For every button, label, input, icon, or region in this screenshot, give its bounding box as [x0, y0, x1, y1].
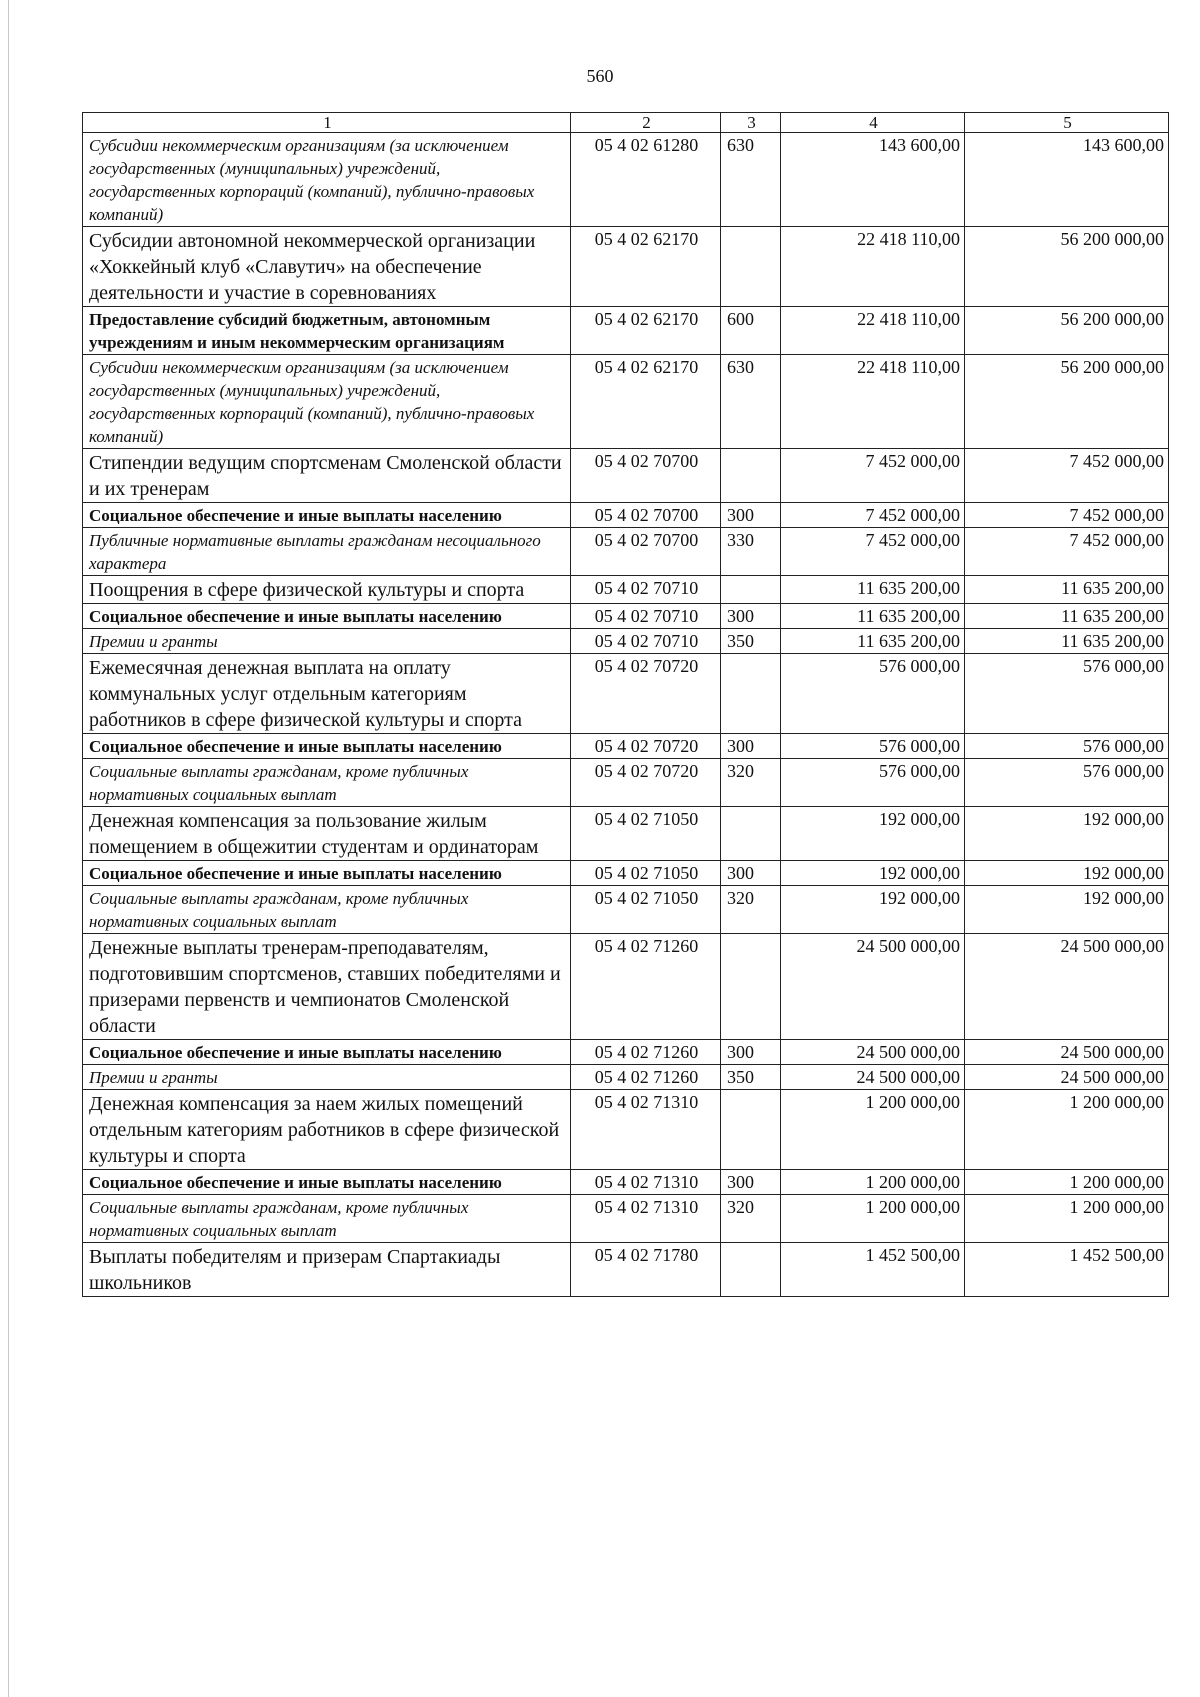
row-kvr-cell: 300: [721, 861, 781, 886]
row-name-cell: Социальные выплаты гражданам, кроме публичных нормативных социальных выплат: [83, 759, 571, 807]
column-header-2: 2: [571, 113, 721, 133]
row-name-cell: Социальные выплаты гражданам, кроме публичных нормативных социальных выплат: [83, 886, 571, 934]
row-amount-1-cell: 192 000,00: [781, 861, 965, 886]
row-kvr-cell: 630: [721, 133, 781, 227]
row-kvr-cell: [721, 227, 781, 307]
row-name-cell: Социальное обеспечение и иные выплаты населению: [83, 1170, 571, 1195]
row-amount-2-cell: 7 452 000,00: [965, 503, 1169, 528]
row-name-cell: Денежная компенсация за наем жилых помещений отдельным категориям работников в сфере физической культуры и спорта: [83, 1090, 571, 1170]
row-amount-2-cell: 7 452 000,00: [965, 528, 1169, 576]
row-amount-1-cell: 11 635 200,00: [781, 629, 965, 654]
scan-margin-line: [8, 0, 9, 1697]
row-kvr-cell: [721, 934, 781, 1040]
row-code-cell: 05 4 02 71260: [571, 1065, 721, 1090]
table-row: [83, 807, 1169, 861]
row-amount-2-cell: 24 500 000,00: [965, 1065, 1169, 1090]
row-code-cell: 05 4 02 61280: [571, 133, 721, 227]
table-row: [83, 133, 1169, 227]
table-row: [83, 576, 1169, 604]
row-name-cell: Денежные выплаты тренерам-преподавателям, подготовившим спортсменов, ставших победителями и призерами первенств и чемпионатов Смоленской области: [83, 934, 571, 1040]
table-row: [83, 629, 1169, 654]
table-row: [83, 1065, 1169, 1090]
row-code-cell: 05 4 02 71050: [571, 886, 721, 934]
table-row: [83, 449, 1169, 503]
row-name-cell: Социальное обеспечение и иные выплаты населению: [83, 734, 571, 759]
table-row: [83, 227, 1169, 307]
row-amount-1-cell: 7 452 000,00: [781, 449, 965, 503]
row-amount-1-cell: 11 635 200,00: [781, 604, 965, 629]
row-amount-1-cell: 576 000,00: [781, 759, 965, 807]
row-amount-1-cell: 24 500 000,00: [781, 1040, 965, 1065]
row-kvr-cell: 300: [721, 503, 781, 528]
table-row: [83, 355, 1169, 449]
column-header-4: 4: [781, 113, 965, 133]
row-amount-2-cell: 7 452 000,00: [965, 449, 1169, 503]
row-code-cell: 05 4 02 70710: [571, 629, 721, 654]
row-amount-2-cell: 192 000,00: [965, 807, 1169, 861]
row-name-cell: Денежная компенсация за пользование жилым помещением в общежитии студентам и ординаторам: [83, 807, 571, 861]
table-row: [83, 604, 1169, 629]
budget-table: [82, 112, 1169, 1297]
row-kvr-cell: 320: [721, 886, 781, 934]
row-name-cell: Премии и гранты: [83, 1065, 571, 1090]
row-kvr-cell: [721, 1090, 781, 1170]
column-header-1: 1: [83, 113, 571, 133]
row-amount-1-cell: 22 418 110,00: [781, 307, 965, 355]
header-row: [83, 113, 1169, 133]
row-amount-1-cell: 22 418 110,00: [781, 355, 965, 449]
table-row: [83, 861, 1169, 886]
row-amount-2-cell: 576 000,00: [965, 734, 1169, 759]
table-row: [83, 307, 1169, 355]
row-amount-2-cell: 56 200 000,00: [965, 227, 1169, 307]
row-kvr-cell: 320: [721, 1195, 781, 1243]
row-amount-1-cell: 1 200 000,00: [781, 1195, 965, 1243]
row-kvr-cell: 300: [721, 604, 781, 629]
row-code-cell: 05 4 02 70700: [571, 528, 721, 576]
row-code-cell: 05 4 02 71310: [571, 1195, 721, 1243]
row-name-cell: Социальное обеспечение и иные выплаты населению: [83, 1040, 571, 1065]
row-amount-2-cell: 192 000,00: [965, 886, 1169, 934]
row-amount-1-cell: 22 418 110,00: [781, 227, 965, 307]
row-amount-2-cell: 11 635 200,00: [965, 576, 1169, 604]
row-amount-2-cell: 576 000,00: [965, 759, 1169, 807]
row-amount-1-cell: 24 500 000,00: [781, 1065, 965, 1090]
row-name-cell: Субсидии некоммерческим организациям (за исключением государственных (муниципальных) учреждений, государственных корпораций (компаний), публично-правовых компаний): [83, 355, 571, 449]
row-kvr-cell: 300: [721, 1170, 781, 1195]
row-code-cell: 05 4 02 70700: [571, 503, 721, 528]
row-amount-2-cell: 576 000,00: [965, 654, 1169, 734]
row-amount-2-cell: 56 200 000,00: [965, 355, 1169, 449]
row-kvr-cell: [721, 807, 781, 861]
row-kvr-cell: 320: [721, 759, 781, 807]
row-amount-2-cell: 24 500 000,00: [965, 1040, 1169, 1065]
row-name-cell: Стипендии ведущим спортсменам Смоленской области и их тренерам: [83, 449, 571, 503]
row-amount-1-cell: 7 452 000,00: [781, 528, 965, 576]
row-code-cell: 05 4 02 71260: [571, 1040, 721, 1065]
row-amount-1-cell: 1 452 500,00: [781, 1243, 965, 1297]
row-kvr-cell: 330: [721, 528, 781, 576]
row-kvr-cell: 350: [721, 629, 781, 654]
row-amount-1-cell: 192 000,00: [781, 807, 965, 861]
row-name-cell: Публичные нормативные выплаты гражданам несоциального характера: [83, 528, 571, 576]
row-name-cell: Субсидии автономной некоммерческой организации «Хоккейный клуб «Славутич» на обеспечение деятельности и участие в соревнованиях: [83, 227, 571, 307]
table-row: [83, 654, 1169, 734]
row-code-cell: 05 4 02 71780: [571, 1243, 721, 1297]
row-amount-1-cell: 192 000,00: [781, 886, 965, 934]
row-code-cell: 05 4 02 71310: [571, 1090, 721, 1170]
column-header-5: 5: [965, 113, 1169, 133]
row-kvr-cell: 600: [721, 307, 781, 355]
table-row: [83, 1040, 1169, 1065]
row-amount-1-cell: 143 600,00: [781, 133, 965, 227]
row-name-cell: Социальное обеспечение и иные выплаты населению: [83, 604, 571, 629]
row-amount-1-cell: 7 452 000,00: [781, 503, 965, 528]
row-name-cell: Предоставление субсидий бюджетным, автономным учреждениям и иным некоммерческим организациям: [83, 307, 571, 355]
table-row: [83, 1195, 1169, 1243]
row-name-cell: Ежемесячная денежная выплата на оплату коммунальных услуг отдельным категориям работников в сфере физической культуры и спорта: [83, 654, 571, 734]
table-row: [83, 1170, 1169, 1195]
row-amount-2-cell: 11 635 200,00: [965, 604, 1169, 629]
row-code-cell: 05 4 02 71050: [571, 807, 721, 861]
row-name-cell: Социальные выплаты гражданам, кроме публичных нормативных социальных выплат: [83, 1195, 571, 1243]
row-code-cell: 05 4 02 70710: [571, 576, 721, 604]
row-kvr-cell: 300: [721, 734, 781, 759]
row-kvr-cell: [721, 654, 781, 734]
table-row: [83, 1243, 1169, 1297]
table-row: [83, 503, 1169, 528]
table-body: [83, 133, 1169, 1297]
row-amount-1-cell: 576 000,00: [781, 734, 965, 759]
row-amount-1-cell: 1 200 000,00: [781, 1170, 965, 1195]
row-amount-2-cell: 1 200 000,00: [965, 1090, 1169, 1170]
row-name-cell: Субсидии некоммерческим организациям (за исключением государственных (муниципальных) учреждений, государственных корпораций (компаний), публично-правовых компаний): [83, 133, 571, 227]
table-row: [83, 1090, 1169, 1170]
row-amount-2-cell: 56 200 000,00: [965, 307, 1169, 355]
row-amount-1-cell: 576 000,00: [781, 654, 965, 734]
row-code-cell: 05 4 02 71260: [571, 934, 721, 1040]
row-kvr-cell: [721, 1243, 781, 1297]
row-kvr-cell: 630: [721, 355, 781, 449]
row-code-cell: 05 4 02 71310: [571, 1170, 721, 1195]
table-row: [83, 528, 1169, 576]
row-code-cell: 05 4 02 70720: [571, 654, 721, 734]
row-amount-2-cell: 1 452 500,00: [965, 1243, 1169, 1297]
row-name-cell: Социальное обеспечение и иные выплаты населению: [83, 503, 571, 528]
row-code-cell: 05 4 02 70720: [571, 734, 721, 759]
row-amount-2-cell: 1 200 000,00: [965, 1195, 1169, 1243]
table-row: [83, 759, 1169, 807]
row-code-cell: 05 4 02 62170: [571, 355, 721, 449]
row-amount-2-cell: 1 200 000,00: [965, 1170, 1169, 1195]
row-kvr-cell: [721, 449, 781, 503]
row-code-cell: 05 4 02 70700: [571, 449, 721, 503]
row-amount-1-cell: 11 635 200,00: [781, 576, 965, 604]
row-amount-2-cell: 192 000,00: [965, 861, 1169, 886]
table-row: [83, 934, 1169, 1040]
table-row: [83, 734, 1169, 759]
row-code-cell: 05 4 02 70720: [571, 759, 721, 807]
row-name-cell: Социальное обеспечение и иные выплаты населению: [83, 861, 571, 886]
row-code-cell: 05 4 02 62170: [571, 227, 721, 307]
row-code-cell: 05 4 02 62170: [571, 307, 721, 355]
row-amount-1-cell: 1 200 000,00: [781, 1090, 965, 1170]
row-name-cell: Премии и гранты: [83, 629, 571, 654]
row-code-cell: 05 4 02 71050: [571, 861, 721, 886]
page-number: 560: [586, 66, 614, 86]
row-kvr-cell: 300: [721, 1040, 781, 1065]
table-row: [83, 886, 1169, 934]
row-amount-2-cell: 11 635 200,00: [965, 629, 1169, 654]
column-header-3: 3: [721, 113, 781, 133]
row-kvr-cell: [721, 576, 781, 604]
row-code-cell: 05 4 02 70710: [571, 604, 721, 629]
row-kvr-cell: 350: [721, 1065, 781, 1090]
row-name-cell: Поощрения в сфере физической культуры и спорта: [83, 576, 571, 604]
row-amount-2-cell: 24 500 000,00: [965, 934, 1169, 1040]
row-name-cell: Выплаты победителям и призерам Спартакиады школьников: [83, 1243, 571, 1297]
row-amount-2-cell: 143 600,00: [965, 133, 1169, 227]
row-amount-1-cell: 24 500 000,00: [781, 934, 965, 1040]
